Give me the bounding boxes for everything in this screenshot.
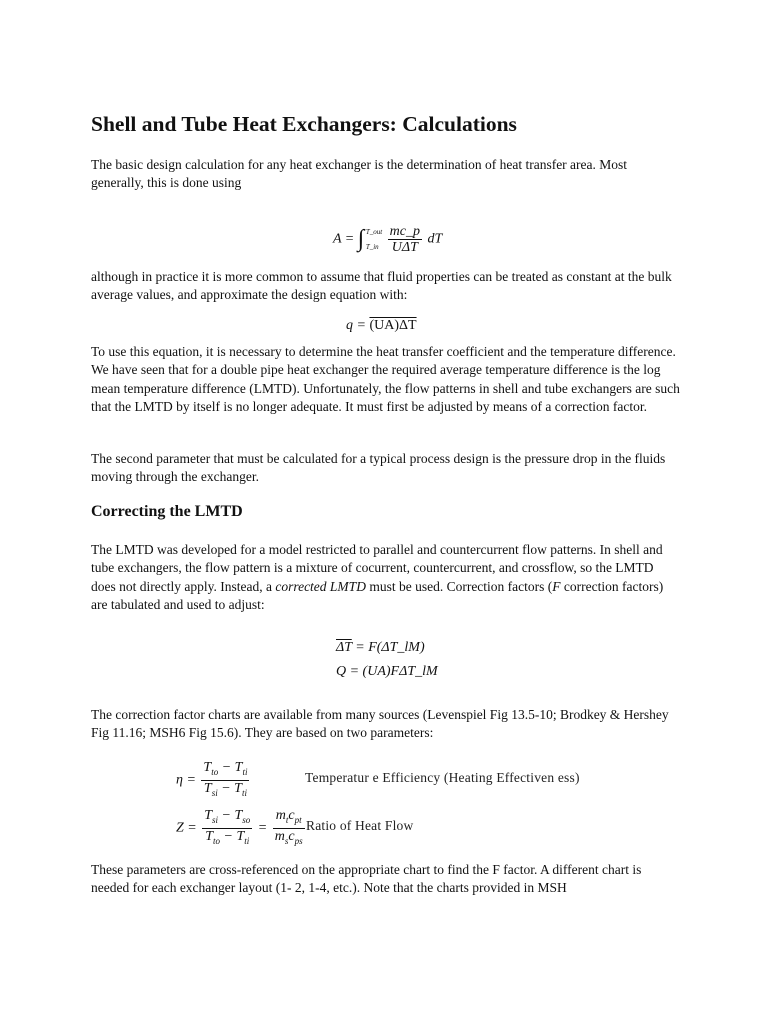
lmtd-explanation-paragraph: To use this equation, it is necessary to determine the heat transfer coefficient and the temperature difference. We have seen that for a double pipe heat exchanger the required average temperature difference is the log mean temperature difference (LMTD). Unfortunately, the flow patterns in shell and tube exchangers are such that the LMTD by itself is no longer adequate. It must first be adjusted by means of a correction factor.	[91, 344, 680, 414]
heat-rate-lhs: q =	[346, 318, 366, 333]
corrected-heat-rate-equation: Q = (UA)FΔT_lM	[336, 664, 438, 679]
approximation-paragraph: although in practice it is more common to assume that fluid properties can be treated as constant at the bulk average values, and approximate the design equation with:	[91, 269, 672, 303]
corrected-equation-rhs: = F(ΔT_lM)	[355, 640, 425, 655]
z-symbol: Z =	[176, 820, 197, 836]
z-temp-numerator: $T_{si} - T_{so}$	[202, 808, 252, 829]
area-integral-equation	[333, 224, 442, 255]
heat-rate-equation	[346, 318, 417, 334]
corrected-delta-t: $\overline{\Delta T}$	[336, 640, 352, 655]
page-title: Shell and Tube Heat Exchangers: Calculations	[91, 112, 517, 136]
intro-paragraph: The basic design calculation for any heat exchanger is the determination of heat transfer area. Most generally, this is done using	[91, 157, 628, 191]
integral-limits	[366, 225, 382, 255]
temperature-efficiency-label: Temperatur e Efficiency (Heating Effectiven ess)	[305, 770, 580, 785]
corrected-lmtd-paragraph	[91, 541, 681, 614]
para5-text-b: must be used. Correction factors (	[365, 578, 553, 594]
z-equation	[176, 808, 307, 849]
area-denominator: UΔT	[391, 240, 418, 255]
z-flow-numerator: $m_tc_{pt}$	[273, 808, 305, 829]
area-differential: dT	[427, 231, 443, 247]
z-fraction-temperatures	[202, 808, 252, 849]
eta-equation	[176, 760, 251, 801]
correction-charts-paragraph: The correction factor charts are available from many sources (Levenspiel Fig 13.5-10; Brodkey & Hershey Fig 11.16; MSH6 Fig 15.6). They are based on two parameters:	[91, 707, 669, 741]
z-fraction-flows	[273, 808, 305, 849]
para5-text-a: The LMTD was developed for a model restricted to parallel and countercurrent flow patterns. In shell and tube exchangers, the flow pattern is a mixture of cocurrent, countercurrent, and crossflow, so the LMTD does not directly apply. Instead, a	[91, 542, 663, 594]
area-fraction	[388, 224, 422, 255]
z-temp-denominator: $T_{to} - T_{ti}$	[205, 828, 250, 846]
eta-numerator: $T_{to} - T_{ti}$	[201, 760, 249, 781]
area-lhs: A =	[333, 231, 355, 247]
eta-symbol: η =	[176, 772, 196, 788]
integral-symbol: ∫	[357, 226, 365, 252]
z-flow-denominator: $m_sc_{ps}$	[274, 828, 303, 846]
integral-upper-limit: T_out	[365, 227, 383, 236]
pressure-drop-paragraph: The second parameter that must be calculated for a typical process design is the pressure drop in the fluids moving through the exchanger.	[91, 451, 666, 485]
eta-denominator: $T_{si} - T_{ti}$	[203, 780, 247, 798]
z-equals: =	[257, 820, 268, 836]
integral-lower-limit: T_in	[365, 242, 379, 251]
section-heading-lmtd: Correcting the LMTD	[91, 503, 243, 520]
corrected-lmtd-equation	[336, 640, 425, 656]
para5-text-c: correction factors) are tabulated and used to adjust:	[91, 578, 664, 612]
heat-flow-ratio-label: Ratio of Heat Flow	[306, 818, 414, 833]
eta-fraction	[201, 760, 249, 801]
f-letter: F	[552, 578, 561, 594]
heat-rate-rhs: (UA)ΔT	[369, 318, 417, 333]
corrected-lmtd-emphasis: corrected LMTD	[275, 578, 366, 594]
chart-lookup-paragraph: These parameters are cross-referenced on the appropriate chart to find the F factor. A different chart is needed for each exchanger layout (1- 2, 1-4, etc.). Note that the charts provided in MSH	[91, 862, 642, 896]
area-numerator: mc_p	[389, 224, 420, 239]
